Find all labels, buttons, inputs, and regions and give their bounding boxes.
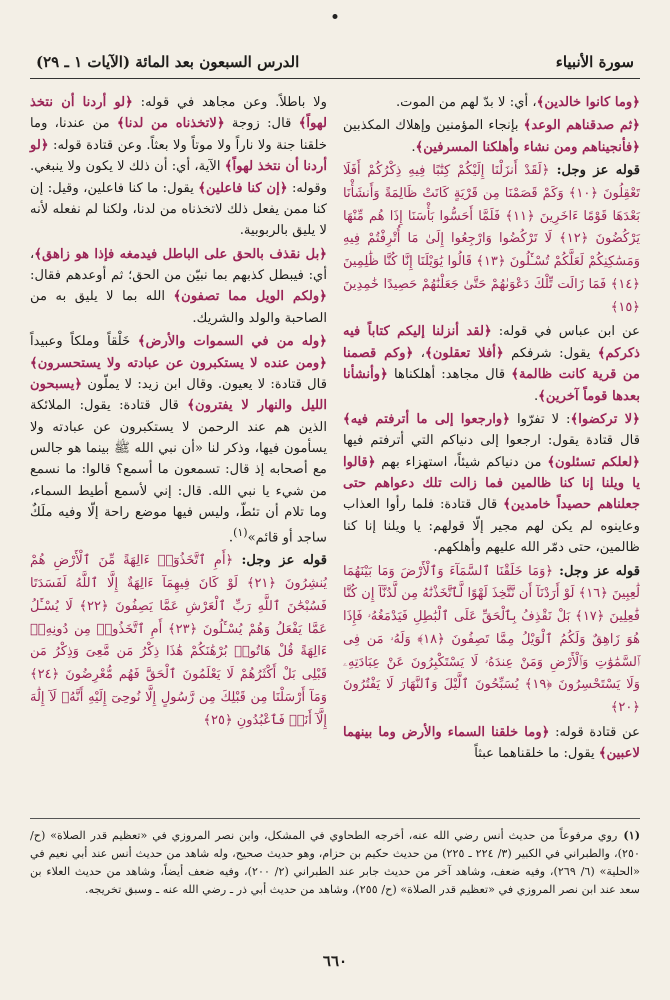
section-lead: قوله عز وجل: xyxy=(233,553,328,569)
quran-passage: ﴿وَمَا خَلَقْنَا ٱلسَّمَآءَ وَٱلْأَرْضَ وَمَا بَيْنَهُمَا لَٰعِبِينَ ﴿١٦﴾ لَوْ أَرَدْنَآ أَن نَّتَّخِذَ لَهْوًا لَّٱتَّخَذْنَٰهُ مِن لَّدُنَّآ إِن كُنَّا فَٰعِلِينَ ﴿١٧﴾ بَلْ نَقْذِفُ بِٱلْحَقِّ عَلَى ٱلْبَٰطِلِ فَيَدْمَغُهُۥ فَإِذَا هُوَ زَاهِقٌ وَلَكُمُ ٱلْوَيْلُ مِمَّا تَصِفُونَ ﴿١٨﴾ وَلَهُۥ مَن فِى ٱلسَّمَٰوَٰتِ وَٱلْأَرْضِ وَمَنْ عِندَهُۥ لَا يَسْتَكْبِرُونَ عَنْ عِبَادَتِهِۦ وَلَا يَسْتَحْسِرُونَ ﴿١٩﴾ يُسَبِّحُونَ ٱلَّيْلَ وَٱلنَّهَارَ لَا يَفْتُرُونَ ﴿٢٠﴾ xyxy=(343,563,640,715)
quran-passage: ﴿أَمِ ٱتَّخَذُوٓا۟ ءَالِهَةً مِّنَ ٱلْأَرْضِ هُمْ يُنشِرُونَ ﴿٢١﴾ لَوْ كَانَ فِيهِمَآ ءَالِهَةٌ إِلَّا ٱللَّهُ لَفَسَدَتَا فَسُبْحَٰنَ ٱللَّهِ رَبِّ ٱلْعَرْشِ عَمَّا يَصِفُونَ ﴿٢٢﴾ لَا يُسْـَٔلُ عَمَّا يَفْعَلُ وَهُمْ يُسْـَٔلُونَ ﴿٢٣﴾ أَمِ ٱتَّخَذُوا۟ مِن دُونِهِۦٓ ءَالِهَةً قُلْ هَاتُوا۟ بُرْهَٰنَكُمْ هَٰذَا ذِكْرُ مَن مَّعِىَ وَذِكْرُ مَن قَبْلِى بَلْ أَكْثَرُهُمْ لَا يَعْلَمُونَ ٱلْحَقَّ فَهُم مُّعْرِضُونَ ﴿٢٤﴾ وَمَآ أَرْسَلْنَا مِن قَبْلِكَ مِن رَّسُولٍ إِلَّا نُوحِىٓ إِلَيْهِ أَنَّهُۥ لَآ إِلَٰهَ إِلَّآ أَنَا۠ فَٱعْبُدُونِ ﴿٢٥﴾ xyxy=(30,553,328,728)
verse-quote: ﴿ومن عنده لا يستكبرون عن عبادته ولا يستحسرون﴾ xyxy=(30,355,327,371)
text: . xyxy=(411,139,416,155)
running-header xyxy=(30,45,640,79)
paragraph xyxy=(343,160,640,319)
text: قال قتادة: لا يعيون. وقال ابن زيد: لا يملّون xyxy=(82,376,327,392)
text: قال: زوجة xyxy=(224,116,299,132)
text: من دنياكم شيئاً، استهزاء بهم xyxy=(375,454,548,470)
text: بإنجاء المؤمنين وإهلاك المكذبين xyxy=(343,118,524,134)
text: ، أي: لا بدّ لهم من الموت. xyxy=(395,95,537,110)
verse-quote: ﴿وارجعوا إلى ما أترفتم فيه﴾ xyxy=(343,411,511,427)
verse-quote: ﴿ولكم الويل مما تصفون﴾ xyxy=(173,289,327,305)
verse-quote: ﴿أفلا تعقلون﴾ xyxy=(425,345,504,361)
footnote-marker[interactable]: (١) xyxy=(233,525,248,539)
text: قال قتادة يقول: ارجعوا إلى دنياكم التي أترفتم فيها xyxy=(343,433,640,449)
text: يقول: ما كنا فاعلين، وقيل: إن كنا ممن يفعل ذلك لاتخذناه من لدنا، ولكنا لم نفعله لأنه لا يليق بالربوبية. xyxy=(30,180,327,239)
footnote-number: (١) xyxy=(623,828,640,842)
top-dot xyxy=(333,14,338,19)
verse-quote: ﴿يسبحون الليل والنهار لا يفترون﴾ xyxy=(30,376,327,414)
verse-quote: ﴿لقد أنزلنا إليكم كتاباً فيه ذكركم﴾ xyxy=(343,324,640,361)
text: : لا تفرّوا xyxy=(510,411,571,427)
verse-quote: ﴿فأنجيناهم ومن نشاء وأهلكنا المسرفين﴾ xyxy=(415,139,640,155)
paragraph xyxy=(30,92,327,242)
text: ، أي: فيبطل كذبهم بما نبيّن من الحق؛ ثم أوعدهم فقال: xyxy=(30,246,327,283)
text: قال قتادة: فلما رأوا العذاب وعاينوه لم يكن لهم مجير إلّا قولهم: يا ويلنا إنا كنا ظالمين، حتى دمّر الله عليهم وأهلكهم. xyxy=(343,497,640,556)
verse-quote: ﴿لعلكم تسئلون﴾ xyxy=(547,454,640,470)
text: الآية، أي: أن ذلك لا يكون ولا ينبغي. وقوله: xyxy=(30,159,327,196)
text: يقول: شرفكم xyxy=(503,345,598,361)
text: خَلْقاً وملكاً وعبيداً xyxy=(30,334,138,350)
footnote-text: روي مرفوعاً من حديث أنس رضي الله عنه، أخرجه الطحاوي في المشكل، وابن نصر المروزي في «تعظيم قدر الصلاة» (ح/ ٢٥٠)، والطبراني في الكبير (٣/ ٢٢٤ ـ ٢٢٥) من حديث حكيم بن حزام، وهو حديث صحيح، وله شاهد من حديث أنس عند أبي نعيم في «الحلية» (٦/ ٢٦٩)، وفيه ضعف، وشاهد آخر من حديث جابر عند الطبراني (٢/ ٢٠٠)، وفيه ضعف أيضاً، وشاهد من حديث العلاء بن سعد عند ابن نصر المروزي في «تعظيم قدر الصلاة» (ح/ ٢٥٥)، وشاهد من حديث أبي ذر ـ رضي الله عنه ـ وسبق تخريجه. xyxy=(30,829,640,896)
text: . xyxy=(228,529,234,545)
section-lead: قوله عز وجل: xyxy=(553,563,641,579)
text: الله بما لا يليق به من الصاحبة والولد والشريك. xyxy=(30,289,327,326)
text: ولا باطلاً. وعن مجاهد في قوله: xyxy=(132,95,328,110)
verse-quote: ﴿لو أردنا أن نتخذ لهواً﴾ xyxy=(30,137,327,175)
section-lead: قوله عز وجل: xyxy=(549,163,640,179)
text: ، xyxy=(413,345,425,361)
text: عن قتادة قوله: xyxy=(549,724,640,740)
verse-quote: ﴿وله من في السموات والأرض﴾ xyxy=(137,334,327,350)
right-column xyxy=(343,92,641,762)
lesson-title: الدرس السبعون بعد المائة (الآيات ١ ـ ٢٩) xyxy=(36,52,300,71)
verse-quote: ﴿قالوا يا ويلنا إنا كنا ظالمين فما زالت تلك دعواهم حتى جعلناهم حصيداً خامدين﴾ xyxy=(343,454,641,513)
verse-quote: ﴿لا تركضوا﴾ xyxy=(570,411,640,427)
paragraph xyxy=(343,561,640,720)
page-number: ٦٦٠ xyxy=(322,952,348,970)
text: قال مجاهد: أهلكناها xyxy=(387,367,512,383)
verse-quote: ﴿بل نقذف بالحق على الباطل فيدمغه فإذا هو زاهق﴾ xyxy=(34,246,327,262)
surah-title: سورة الأنبياء xyxy=(555,52,634,71)
verse-quote: ﴿إن كنا فاعلين﴾ xyxy=(198,180,288,196)
left-column xyxy=(30,92,327,732)
text: عن ابن عباس في قوله: xyxy=(491,324,640,340)
text: من عندنا، وما خلقنا جنة ولا ناراً ولا موتاً ولا بعثاً. وعن قتادة قوله: xyxy=(30,116,327,153)
verse-quote: ﴿وأنشأنا بعدها قوماً آخرين﴾ xyxy=(343,367,640,404)
text: . xyxy=(533,388,539,404)
quran-passage: ﴿لَقَدْ أَنزَلْنَا إِلَيْكُمْ كِتَٰبًا فِيهِ ذِكْرُكُمْ أَفَلَا تَعْقِلُونَ ﴿١٠﴾ وَكَمْ قَصَمْنَا مِن قَرْيَةٍ كَانَتْ ظَالِمَةً وَأَنشَأْنَا بَعْدَهَا قَوْمًا ءَاخَرِينَ ﴿١١﴾ فَلَمَّا أَحَسُّوا بَأْسَنَا إِذَا هُم مِّنْهَا يَرْكُضُونَ ﴿١٢﴾ لَا تَرْكُضُوا وَارْجِعُوا إِلَىٰ مَا أُتْرِفْتُمْ فِيهِ وَمَسَٰكِنِكُمْ لَعَلَّكُمْ تُسْـَٔلُونَ ﴿١٣﴾ قَالُوا يَٰوَيْلَنَا إِنَّا كُنَّا ظَٰلِمِينَ ﴿١٤﴾ فَمَا زَالَت تِّلْكَ دَعْوَىٰهُمْ حَتَّىٰ جَعَلْنَٰهُمْ حَصِيدًا خَٰمِدِينَ ﴿١٥﴾ xyxy=(343,163,640,315)
paragraph xyxy=(343,115,640,158)
footnote xyxy=(30,818,640,899)
paragraph xyxy=(343,409,640,559)
paragraph xyxy=(343,92,640,113)
paragraph xyxy=(30,331,327,548)
text: يقول: ما خلقناهما عبثاً xyxy=(474,746,599,762)
paragraph xyxy=(30,244,327,330)
verse-quote: ﴿وما خلقنا السماء والأرض وما بينهما لاعبين﴾ xyxy=(343,724,640,762)
verse-quote: ﴿لو أردنا أن نتخذ لهواً﴾ xyxy=(30,95,328,132)
paragraph xyxy=(30,550,327,732)
verse-quote: ﴿لاتخذناه من لدنا﴾ xyxy=(116,116,225,132)
verse-quote: ﴿وكم قصمنا من قرية كانت ظالمة﴾ xyxy=(343,345,640,383)
text: قال قتادة: يقول: الملائكة الذين هم عند الرحمن لا يستكبرون عن عبادته ولا يسأمون فيها، وذكر لنا «أن نبي الله ﷺ بينما هو جالس مع أصحابه إذ قال: تسمعون ما أسمع؟ قالوا: ما نسمع من شيء يا نبي الله. قال: إني لأسمع أطيط السماء، وما تلام أن تئطّ، وليس فيها موضع راحة إلّا وفيه ملَكٌ ساجد أو قائم» xyxy=(30,398,327,545)
verse-quote: ﴿وما كانوا خالدين﴾ xyxy=(536,95,640,110)
verse-quote: ﴿ثم صدقناهم الوعد﴾ xyxy=(523,118,640,134)
paragraph xyxy=(343,321,640,407)
text-columns xyxy=(30,92,641,762)
paragraph xyxy=(343,722,640,765)
